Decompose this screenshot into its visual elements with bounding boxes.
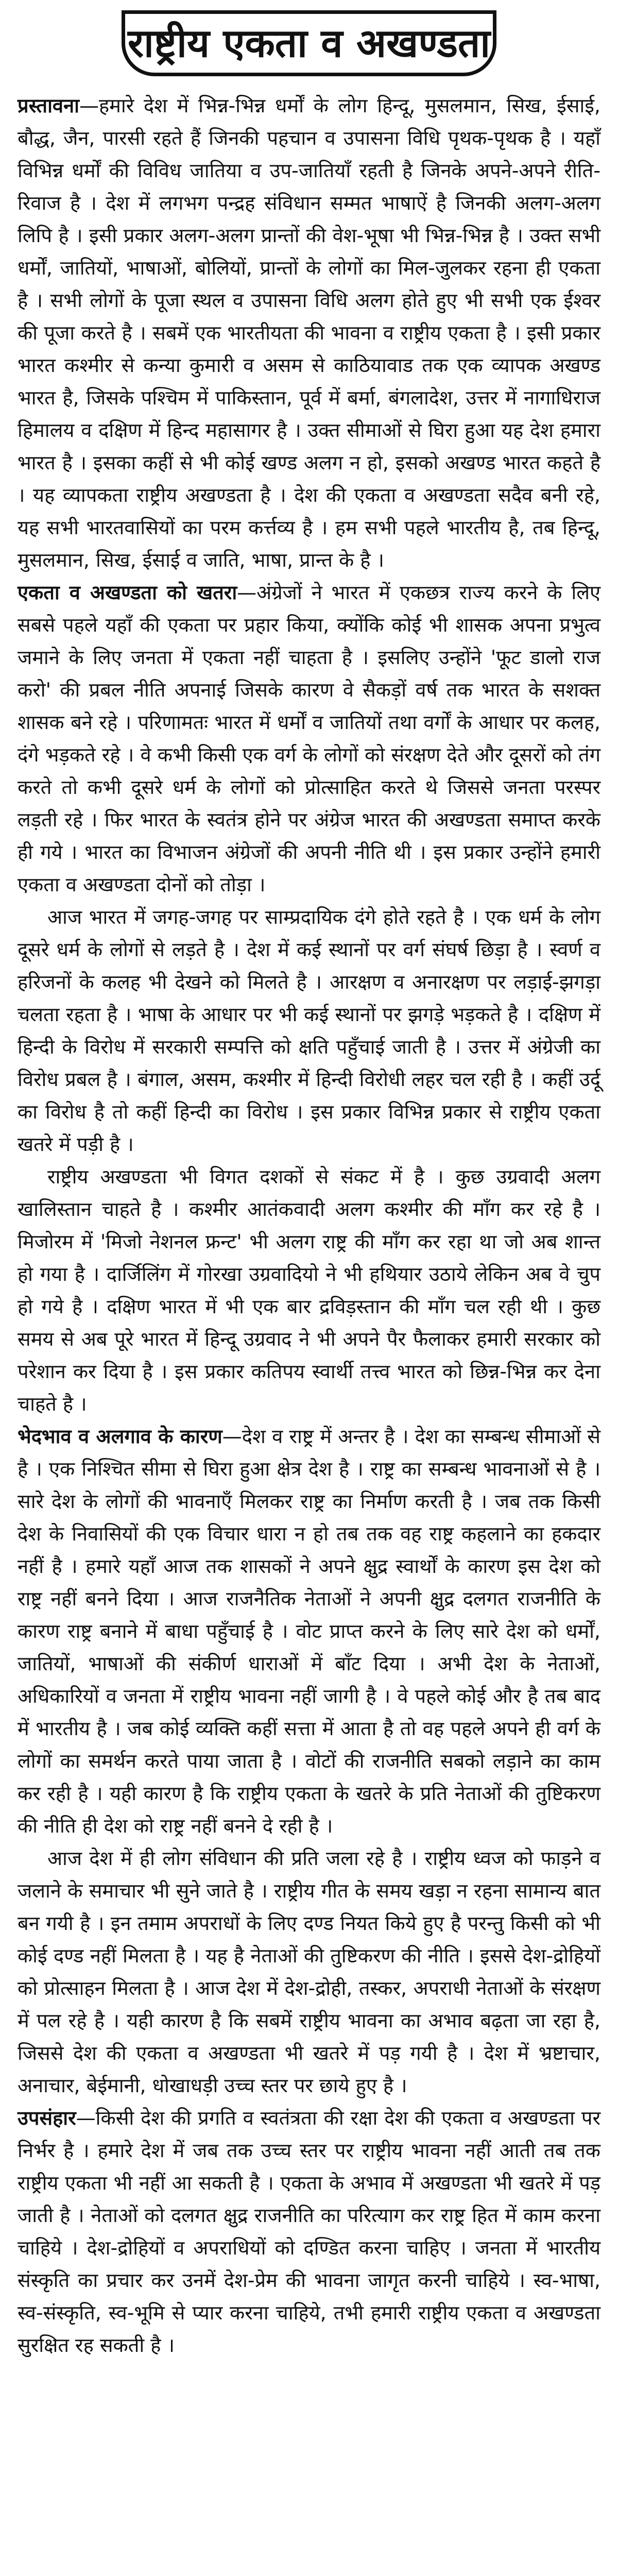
- paragraph-text: हमारे देश में भिन्न-भिन्न धर्मों के लोग हिन्दू, मुसलमान, सिख, ईसाई, बौद्ध, जैन, पारसी रहते हैं जिनकी पहचान व उपासना विधि पृथक-पृथक है । यहाँ विभिन्न धर्मों की विविध जातिया व उप-जातियाँ रहती है जिनके अपने-अपने रीति-रिवाज है । देश में लगभग पन्द्रह संविधान सम्मत भाषाऐं है जिनकी अलग-अलग लिपि है । इसी प्रकार अलग-अलग प्रान्तों की वेश-भूषा भी भिन्न-भिन्न है । उक्त सभी धर्मों, जातियों, भाषाओं, बोलियों, प्रान्तों के लोगों का मिल-जुलकर रहना ही एकता है । सभी लोगों के पूजा स्थल व उपासना विधि अलग होते हुए भी सभी एक ईश्वर की पूजा करते है । सबमें एक भारतीयता की भावना व राष्ट्रीय एकता है । इसी प्रकार भारत कश्मीर से कन्या कुमारी व असम से काठियावाड तक एक व्यापक अखण्ड भारत है, जिसके पश्चिम में पाकिस्तान, पूर्व में बर्मा, बंगलादेश, उत्तर में नागाधिराज हिमालय व दक्षिण में हिन्द महासागर है । उक्त सीमाओं से घिरा हुआ यह देश हमारा भारत है । इसका कहीं से भी कोई खण्ड अलग न हो, इसको अखण्ड भारत कहते है । यह व्यापकता राष्ट्रीय अखण्डता है । देश की एकता व अखण्डता सदैव बनी रहे, यह सभी भारतवासियों का परम कर्त्तव्य है । हम सभी पहले भारतीय है, तब हिन्दू, मुसलमान, सिख, ईसाई व जाति, भाषा, प्रान्त के है ।: [18, 94, 600, 571]
- section-heading-threat: एकता व अखण्डता को खतरा: [18, 581, 237, 604]
- essay-paragraph-reasons: भेदभाव व अलगाव के कारण—देश व राष्ट्र में अन्तर है । देश का सम्बन्ध सीमाओं से है । एक निश्चित सीमा से घिरा हुआ क्षेत्र देश है । राष्ट्र का सम्बन्ध भावनाओं से है । सारे देश के लोगों की भावनाएँ मिलकर राष्ट्र का निर्माण करती है । जब तक किसी देश के निवासियों की एक विचार धारा न हो तब तक वह राष्ट्र कहलाने का हकदार नहीं है । हमारे यहाँ आज तक शासकों ने अपने क्षुद्र स्वार्थों के कारण इस देश को राष्ट्र नहीं बनने दिया । आज राजनैतिक नेताओं ने अपनी क्षुद्र दलगत राजनीति के कारण राष्ट्र बनाने में बाधा पहुँचाई है । वोट प्राप्त करने के लिए सारे देश को धर्मों, जातियों, भाषाओं की संकीर्ण धाराओं में बाँट दिया । अभी देश के नेताओं, अधिकारियों व जनता में राष्ट्रीय भावना नहीं जागी है । वे पहले कोई और है तब बाद में भारतीय है । जब कोई व्यक्ति कहीं सत्ता में आता है तो वह पहले अपने ही वर्ग के लोगों का समर्थन करते पाया जाता है । वोटों की राजनीति सबको लड़ाने का काम कर रही है । यही कारण है कि राष्ट्रीय एकता के खतरे के प्रति नेताओं की तुष्टिकरण की नीति ही देश को राष्ट्र नहीं बनने दे रही है ।: [18, 1425, 600, 1837]
- paragraph-text: किसी देश की प्रगति व स्वतंत्रता की रक्षा देश की एकता व अखण्डता पर निर्भर है । हमारे देश में जब तक उच्च स्तर पर राष्ट्रीय भावना नहीं आती तब तक राष्ट्रीय एकता भी नहीं आ सकती है । एकता के अभाव में अखण्डता भी खतरे में पड़ जाती है । नेताओं को दलगत क्षुद्र राजनीति का परित्याग कर राष्ट्र हित में काम करना चाहिये । देश-द्रोहियों व अपराधियों को दण्डित करना चाहिए । जनता में भारतीय संस्कृति का प्रचार कर उनमें देश-प्रेम की भावना जागृत करनी चाहिये । स्व-भाषा, स्व-संस्कृति, स्व-भूमि से प्यार करना चाहिये, तभी हमारी राष्ट्रीय एकता व अखण्डता सुरक्षित रह सकती है ।: [18, 2107, 600, 2357]
- essay-paragraph-conclusion: उपसंहार—किसी देश की प्रगति व स्वतंत्रता की रक्षा देश की एकता व अखण्डता पर निर्भर है । हमारे देश में जब तक उच्च स्तर पर राष्ट्रीय भावना नहीं आती तब तक राष्ट्रीय एकता भी नहीं आ सकती है । एकता के अभाव में अखण्डता भी खतरे में पड़ जाती है । नेताओं को दलगत क्षुद्र राजनीति का परित्याग कर राष्ट्र हित में काम करना चाहिये । देश-द्रोहियों व अपराधियों को दण्डित करना चाहिए । जनता में भारतीय संस्कृति का प्रचार कर उनमें देश-प्रेम की भावना जागृत करनी चाहिये । स्व-भाषा, स्व-संस्कृति, स्व-भूमि से प्यार करना चाहिये, तभी हमारी राष्ट्रीय एकता व अखण्डता सुरक्षित रह सकती है ।: [18, 2107, 600, 2357]
- paragraph-text: आज भारत में जगह-जगह पर साम्प्रदायिक दंगे होते रहते है । एक धर्म के लोग दूसरे धर्म के लोगों से लड़ते है । देश में कई स्थानों पर वर्ग संघर्ष छिड़ा है । स्वर्ण व हरिजनों के कलह भी देखने को मिलते है । आरक्षण व अनारक्षण पर लड़ाई-झगड़ा चलता रहता है । भाषा के आधार पर भी कई स्थानों पर झगड़े भड़कते है । दक्षिण में हिन्दी के विरोध में सरकारी सम्पत्ति को क्षति पहुँचाई जाती है । उत्तर में अंग्रेजी का विरोध प्रबल है । बंगाल, असम, कश्मीर में हिन्दी विरोधी लहर चल रही है । कहीं उर्दू का विरोध है तो कहीं हिन्दी का विरोध । इस प्रकार विभिन्न प्रकार से राष्ट्रीय एकता खतरे में पड़ी है ।: [18, 906, 600, 1156]
- section-heading-introduction: प्रस्तावना: [18, 94, 79, 117]
- title-frame: [122, 10, 496, 76]
- essay-paragraph-communal-riots: [18, 901, 600, 1161]
- essay-title: राष्ट्रीय एकता व अखण्डता: [128, 20, 490, 66]
- paragraph-text: आज देश में ही लोग संविधान की प्रति जला रहे है । राष्ट्रीय ध्वज को फाड़ने व जलाने के समाचार भी सुने जाते है । राष्ट्रीय गीत के समय खड़ा न रहना सामान्य बात बन गयी है । इन तमाम अपराधों के लिए दण्ड नियत किये हुए है परन्तु किसी को भी कोई दण्ड नहीं मिलता है । यह है नेताओं की तुष्टिकरण की नीति । इससे देश-द्रोहियों को प्रोत्साहन मिलता है । आज देश में देश-द्रोही, तस्कर, अपराधी नेताओं के संरक्षण में पल रहे है । यही कारण है कि सबमें राष्ट्रीय भावना का अभाव बढ़ता जा रहा है, जिससे देश की एकता व अखण्डता भी खतरे में पड़ गयी है । देश में भ्रष्टाचार, अनाचार, बेईमानी, धोखाधड़ी उच्च स्तर पर छाये हुए है ।: [18, 1847, 600, 2097]
- paragraph-text: अंग्रेजों ने भारत में एकछत्र राज्य करने के लिए सबसे पहले यहाँ की एकता पर प्रहार किया, क्योंकि कोई भी शासक अपना प्रभुत्व जमाने के लिए जनता में एकता नहीं चाहता है । इसलिए उन्होंने 'फूट डालो राज करो' की प्रबल नीति अपनाई जिसके कारण वे सैकड़ों वर्ष तक भारत के सशक्त शासक बने रहे । परिणामतः भारत में धर्मों व जातियों तथा वर्गों के आधार पर कलह, दंगे भड़कते रहे । वे कभी किसी एक वर्ग के लोगों को संरक्षण देते और दूसरों को तंग करते तो कभी दूसरे धर्म के लोगों को प्रोत्साहित करते थे जिससे जनता परस्पर लड़ती रहे । फिर भारत के स्वतंत्र होने पर अंग्रेज भारत की अखण्डता समाप्त करके ही गये । भारत का विभाजन अंग्रेजों की अपनी नीति थी । इस प्रकार उन्होंने हमारी एकता व अखण्डता दोनों को तोड़ा ।: [18, 581, 600, 896]
- paragraph-text: राष्ट्रीय अखण्डता भी विगत दशकों से संकट में है । कुछ उग्रवादी अलग खालिस्तान चाहते है । कश्मीर आतंकवादी अलग कश्मीर की माँग कर रहे है । मिजोरम में 'मिजो नेशनल फ्रन्ट' भी अलग राष्ट्र की माँग कर रहा था जो अब शान्त हो गया है । दार्जिलिंग में गोरखा उग्रवादियो ने भी हथियार उठाये लेकिन अब वे चुप हो गये है । दक्षिण भारत में भी एक बार द्रविड़स्तान की माँग चल रही थी । कुछ समय से अब पूरे भारत में हिन्दू उग्रवाद ने भी अपने पैर फैलाकर हमारी सरकार को परेशान कर दिया है । इस प्रकार कतिपय स्वार्थी तत्त्व भारत को छिन्न-भिन्न कर देना चाहते है ।: [18, 1165, 600, 1415]
- essay-paragraph-national-integrity: [18, 1161, 600, 1420]
- section-heading-reasons: भेदभाव व अलगाव के कारण: [18, 1425, 222, 1448]
- essay-paragraph-constitution: [18, 1842, 600, 2102]
- essay-paragraph-threat: एकता व अखण्डता को खतरा—अंग्रेजों ने भारत में एकछत्र राज्य करने के लिए सबसे पहले यहाँ की एकता पर प्रहार किया, क्योंकि कोई भी शासक अपना प्रभुत्व जमाने के लिए जनता में एकता नहीं चाहता है । इसलिए उन्होंने 'फूट डालो राज करो' की प्रबल नीति अपनाई जिसके कारण वे सैकड़ों वर्ष तक भारत के सशक्त शासक बने रहे । परिणामतः भारत में धर्मों व जातियों तथा वर्गों के आधार पर कलह, दंगे भड़कते रहे । वे कभी किसी एक वर्ग के लोगों को संरक्षण देते और दूसरों को तंग करते तो कभी दूसरे धर्म के लोगों को प्रोत्साहित करते थे जिससे जनता परस्पर लड़ती रहे । फिर भारत के स्वतंत्र होने पर अंग्रेज भारत की अखण्डता समाप्त करके ही गये । भारत का विभाजन अंग्रेजों की अपनी नीति थी । इस प्रकार उन्होंने हमारी एकता व अखण्डता दोनों को तोड़ा ।: [18, 581, 600, 896]
- paragraph-text: देश व राष्ट्र में अन्तर है । देश का सम्बन्ध सीमाओं से है । एक निश्चित सीमा से घिरा हुआ क्षेत्र देश है । राष्ट्र का सम्बन्ध भावनाओं से है । सारे देश के लोगों की भावनाएँ मिलकर राष्ट्र का निर्माण करती है । जब तक किसी देश के निवासियों की एक विचार धारा न हो तब तक वह राष्ट्र कहलाने का हकदार नहीं है । हमारे यहाँ आज तक शासकों ने अपने क्षुद्र स्वार्थों के कारण इस देश को राष्ट्र नहीं बनने दिया । आज राजनैतिक नेताओं ने अपनी क्षुद्र दलगत राजनीति के कारण राष्ट्र बनाने में बाधा पहुँचाई है । वोट प्राप्त करने के लिए सारे देश को धर्मों, जातियों, भाषाओं की संकीर्ण धाराओं में बाँट दिया । अभी देश के नेताओं, अधिकारियों व जनता में राष्ट्रीय भावना नहीं जागी है । वे पहले कोई और है तब बाद में भारतीय है । जब कोई व्यक्ति कहीं सत्ता में आता है तो वह पहले अपने ही वर्ग के लोगों का समर्थन करते पाया जाता है । वोटों की राजनीति सबको लड़ाने का काम कर रही है । यही कारण है कि राष्ट्रीय एकता के खतरे के प्रति नेताओं की तुष्टिकरण की नीति ही देश को राष्ट्र नहीं बनने दे रही है ।: [18, 1425, 600, 1837]
- essay-paragraph-introduction: प्रस्तावना—हमारे देश में भिन्न-भिन्न धर्मों के लोग हिन्दू, मुसलमान, सिख, ईसाई, बौद्ध, जैन, पारसी रहते हैं जिनकी पहचान व उपासना विधि पृथक-पृथक है । यहाँ विभिन्न धर्मों की विविध जातिया व उप-जातियाँ रहती है जिनके अपने-अपने रीति-रिवाज है । देश में लगभग पन्द्रह संविधान सम्मत भाषाऐं है जिनकी अलग-अलग लिपि है । इसी प्रकार अलग-अलग प्रान्तों की वेश-भूषा भी भिन्न-भिन्न है । उक्त सभी धर्मों, जातियों, भाषाओं, बोलियों, प्रान्तों के लोगों का मिल-जुलकर रहना ही एकता है । सभी लोगों के पूजा स्थल व उपासना विधि अलग होते हुए भी सभी एक ईश्वर की पूजा करते है । सबमें एक भारतीयता की भावना व राष्ट्रीय एकता है । इसी प्रकार भारत कश्मीर से कन्या कुमारी व असम से काठियावाड तक एक व्यापक अखण्ड भारत है, जिसके पश्चिम में पाकिस्तान, पूर्व में बर्मा, बंगलादेश, उत्तर में नागाधिराज हिमालय व दक्षिण में हिन्द महासागर है । उक्त सीमाओं से घिरा हुआ यह देश हमारा भारत है । इसका कहीं से भी कोई खण्ड अलग न हो, इसको अखण्ड भारत कहते है । यह व्यापकता राष्ट्रीय अखण्डता है । देश की एकता व अखण्डता सदैव बनी रहे, यह सभी भारतवासियों का परम कर्त्तव्य है । हम सभी पहले भारतीय है, तब हिन्दू, मुसलमान, सिख, ईसाई व जाति, भाषा, प्रान्त के है ।: [18, 94, 600, 571]
- section-heading-conclusion: उपसंहार: [18, 2107, 76, 2129]
